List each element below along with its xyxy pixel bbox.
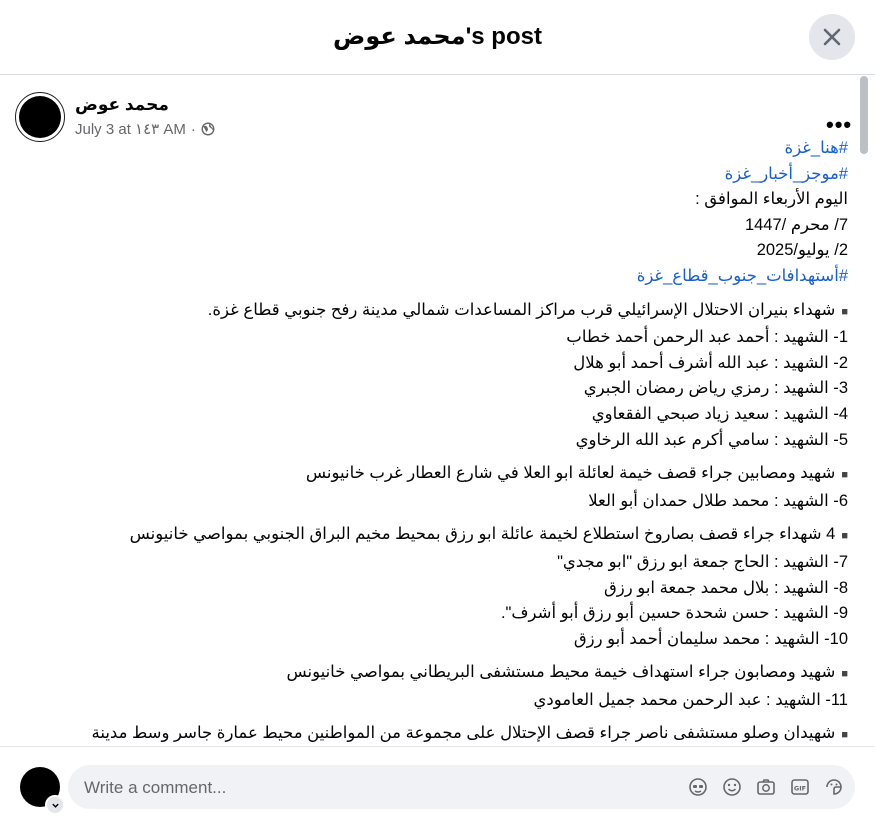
globe-icon <box>201 122 215 136</box>
hashtag-link[interactable]: #هنا_غزة <box>784 139 848 157</box>
bullet-text: شهيدان وصلو مستشفى ناصر جراء قصف الإحتلال على مجموعة من المواطنين محيط عمارة جاسر وسط مدينة <box>91 724 836 743</box>
dialog-title: محمد عوض's post <box>333 23 542 50</box>
post-text-line: 2/ يوليو/2025 <box>756 241 848 260</box>
bullet-line <box>0 522 848 550</box>
bullet-line <box>0 298 848 326</box>
post-text-line: 7- الشهيد : الحاج جمعة ابو رزق "ابو مجدي" <box>557 552 848 571</box>
sticker-icon[interactable] <box>823 776 845 798</box>
comment-input[interactable] <box>82 765 666 811</box>
comment-bar <box>0 746 875 832</box>
close-icon <box>821 26 843 48</box>
bullet-square-icon: ■ <box>841 668 848 681</box>
bullet-square-icon: ■ <box>841 305 848 318</box>
close-button[interactable] <box>809 14 855 60</box>
paragraph-gap <box>0 652 848 660</box>
post-text-line: 7/ محرم /1447 <box>744 215 848 234</box>
dialog-header <box>0 0 875 75</box>
scrollbar-thumb[interactable] <box>860 76 868 154</box>
post-text <box>0 136 860 775</box>
hashtag-link[interactable]: #أستهدافات_جنوب_قطاع_غزة <box>636 266 848 285</box>
author-avatar[interactable] <box>15 92 65 142</box>
bullet-line <box>0 660 848 688</box>
emoji-icon[interactable] <box>721 776 743 798</box>
svg-text:GIF: GIF <box>793 784 807 793</box>
post-scroll-area[interactable] <box>0 76 875 744</box>
chevron-down-icon[interactable] <box>45 795 65 815</box>
bullet-text: 4 شهداء جراء قصف بصاروخ استطلاع لخيمة عائلة ابو رزق بمحيط مخيم البراق الجنوبي بمواصي خانيونس <box>129 525 836 544</box>
paragraph-gap <box>0 713 848 721</box>
post-text-line: 9- الشهيد : حسن شحدة حسين أبو رزق أبو أشرف". <box>500 604 848 623</box>
post-text-line: 5- الشهيد : سامي أكرم عبد الله الرخاوي <box>575 430 848 449</box>
post-text-line: 10- الشهيد : محمد سليمان أحمد أبو رزق <box>573 629 848 648</box>
post-timestamp[interactable]: July 3 at ١٤٣ AM <box>75 121 186 138</box>
bullet-text: شهداء بنيران الاحتلال الإسرائيلي قرب مراكز المساعدات شمالي مدينة رفح جنوبي قطاع غزة. <box>207 300 836 319</box>
bullet-square-icon: ■ <box>841 729 848 742</box>
comment-input-wrapper[interactable] <box>68 765 855 809</box>
post-text-line: اليوم الأربعاء الموافق : <box>695 190 848 209</box>
post-text-line: 1- الشهيد : أحمد عبد الرحمن أحمد خطاب <box>566 328 848 347</box>
post-text-line: 11- الشهيد : عبد الرحمن محمد جميل العامودي <box>533 690 848 709</box>
camera-icon[interactable] <box>755 776 777 798</box>
post-header <box>15 92 860 142</box>
bullet-square-icon: ■ <box>841 469 848 482</box>
post-text-line: 3- الشهيد : رمزي رياض رمضان الجبري <box>583 379 848 398</box>
gif-icon[interactable] <box>789 776 811 798</box>
post-text-line: 2- الشهيد : عبد الله أشرف أحمد أبو هلال <box>573 353 848 372</box>
post-text-line: 6- الشهيد : محمد طلال حمدان أبو العلا <box>588 491 848 510</box>
hashtag-link[interactable]: #موجز_أخبار_غزة <box>724 164 848 183</box>
bullet-text: شهيد ومصابين جراء قصف خيمة لعائلة ابو العلا في شارع العطار غرب خانيونس <box>305 464 836 483</box>
meta-separator: · <box>190 120 196 138</box>
post-text-line: 8- الشهيد : بلال محمد جمعة ابو رزق <box>603 578 848 597</box>
bullet-line <box>0 721 848 749</box>
post-text-line: 4- الشهيد : سعيد زياد صبحي الفقعاوي <box>591 404 848 423</box>
paragraph-gap <box>0 514 848 522</box>
more-options-button[interactable]: ••• <box>826 112 853 137</box>
paragraph-gap <box>0 453 848 461</box>
bullet-line <box>0 461 848 489</box>
author-name[interactable]: محمد عوض <box>75 95 169 114</box>
avatar-sticker-icon[interactable] <box>687 776 709 798</box>
comment-actions <box>687 776 845 798</box>
paragraph-gap <box>0 290 848 298</box>
bullet-square-icon: ■ <box>841 530 848 543</box>
bullet-text: شهيد ومصابون جراء استهداف خيمة محيط مستشفى البريطاني بمواصي خانيونس <box>286 663 836 682</box>
